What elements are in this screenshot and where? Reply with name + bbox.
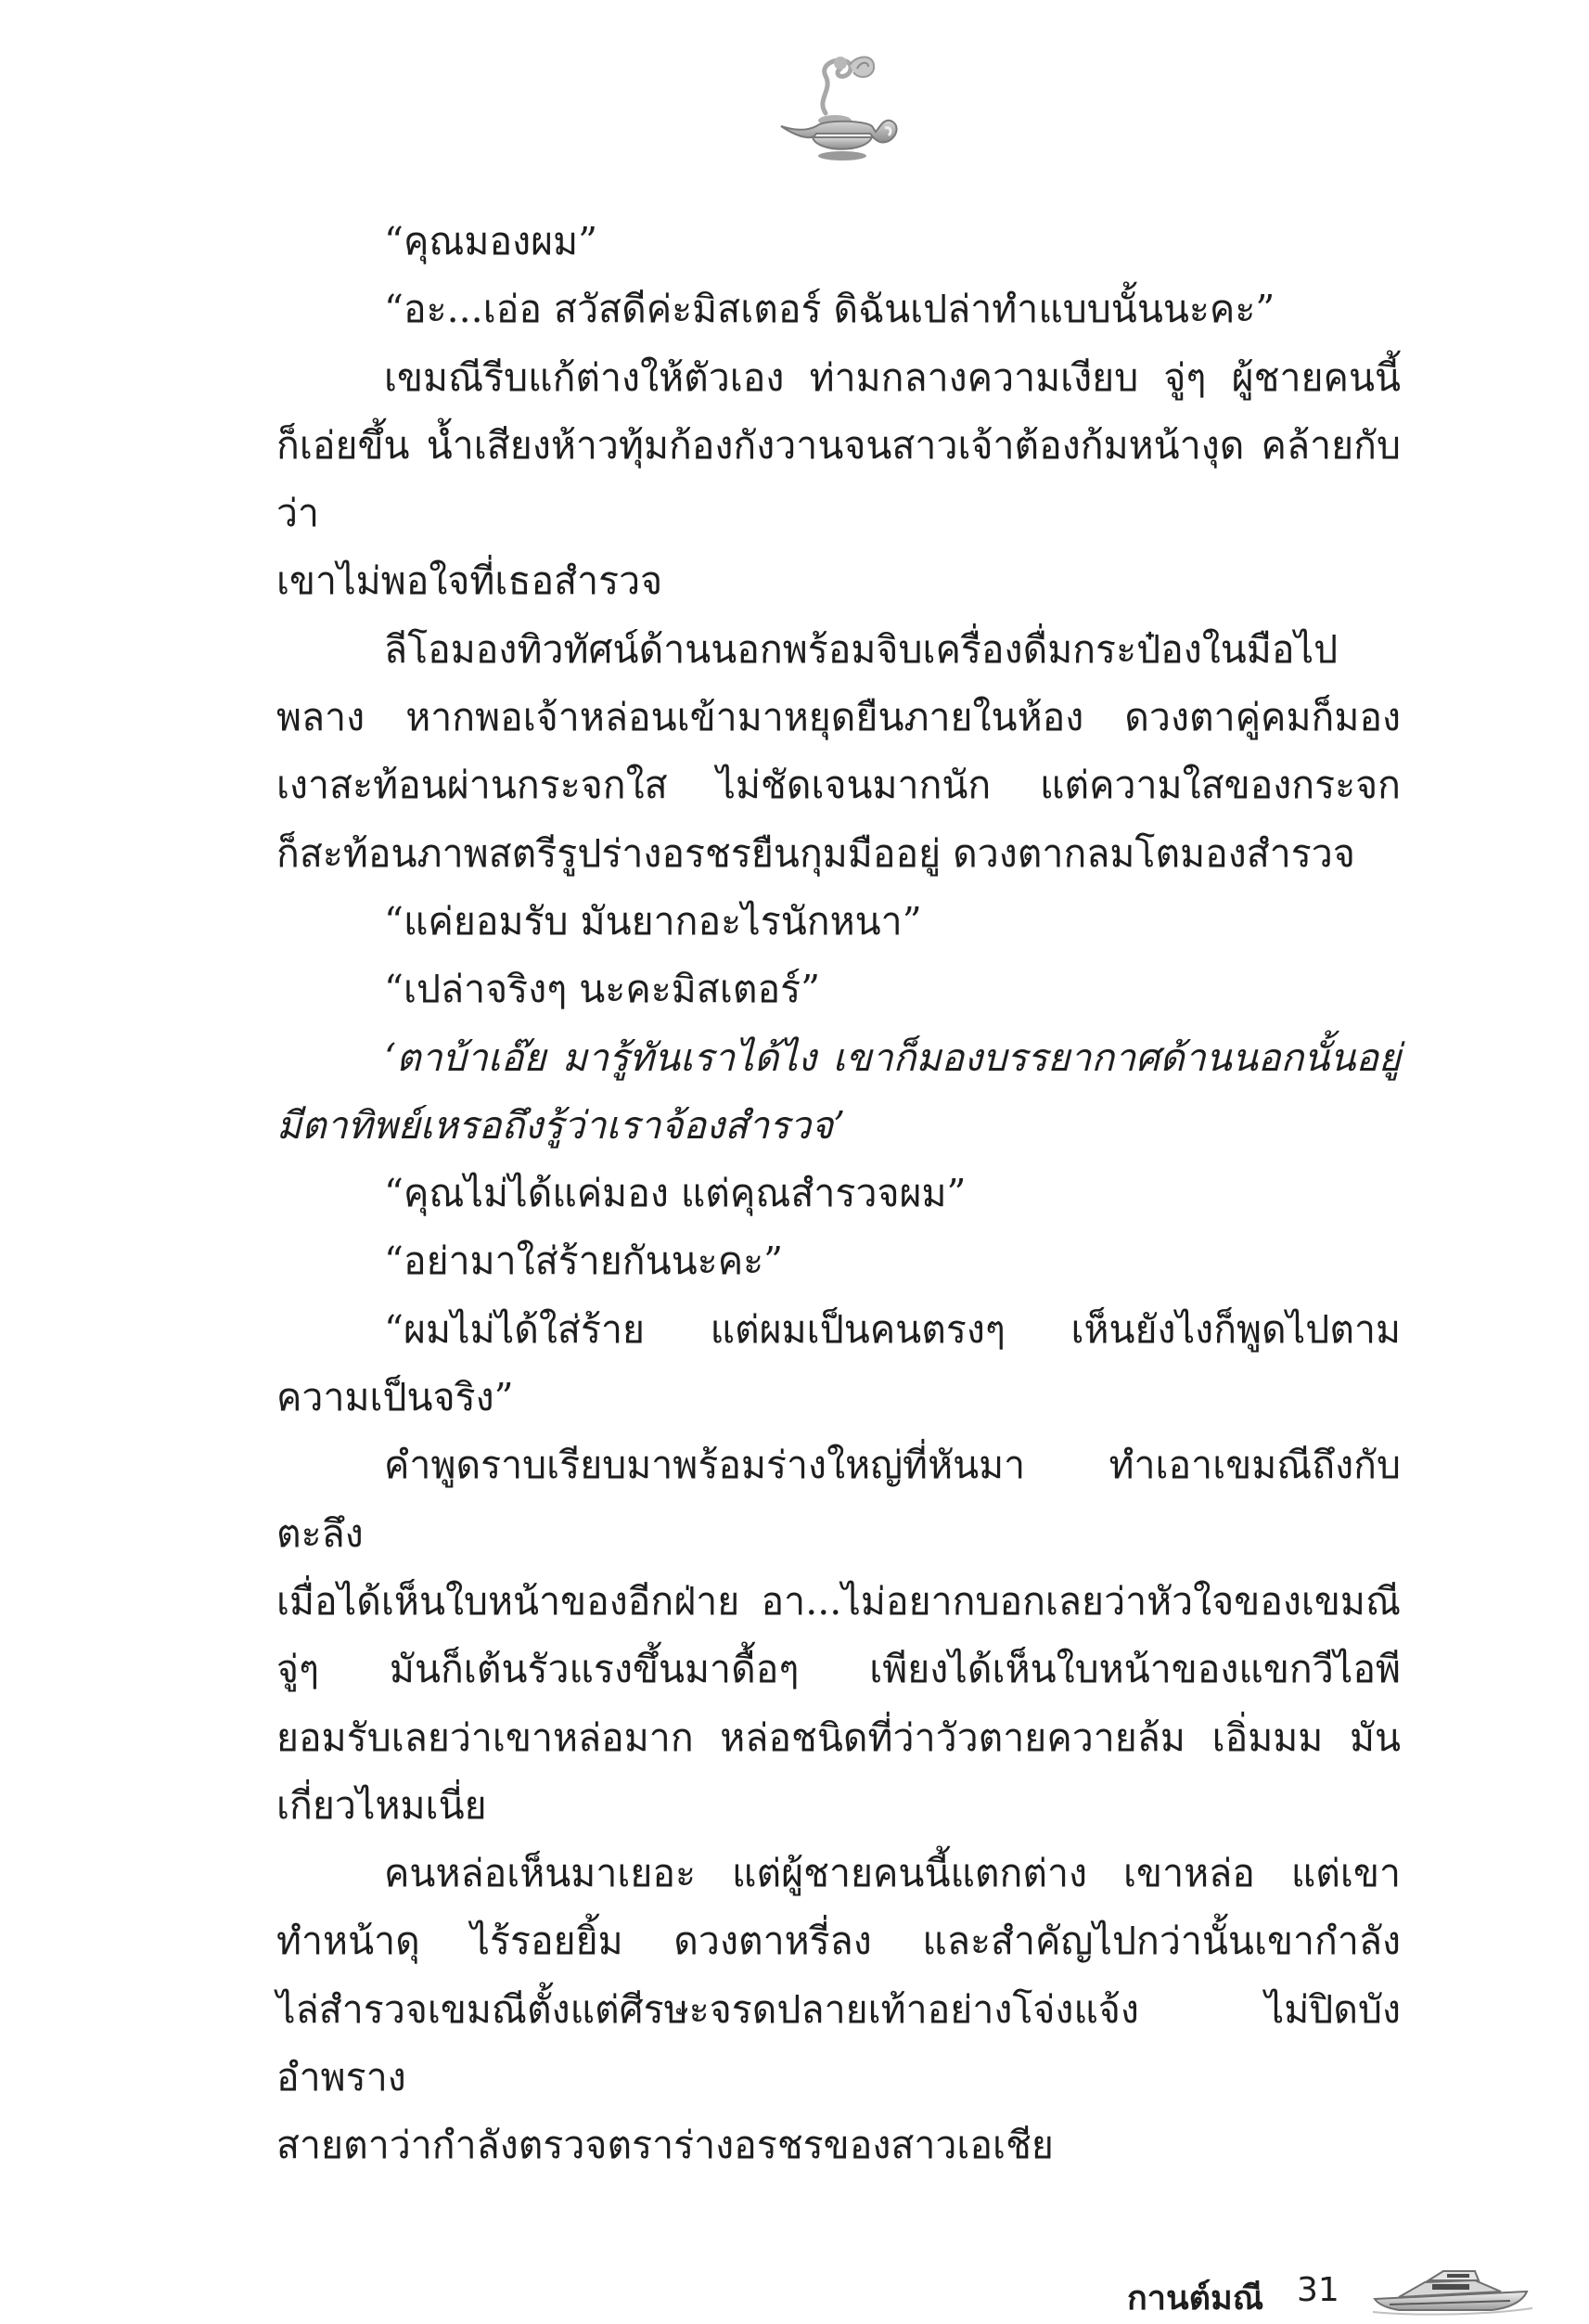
genie-lamp-icon — [761, 48, 909, 167]
text-line: คนหล่อเห็นมาเยอะ แต่ผู้ชายคนนี้แตกต่าง เขาหล่อ แต่เขา — [384, 1851, 1401, 1896]
text-line: ทำหน้าดุ ไร้รอยยิ้ม ดวงตาหรี่ลง และสำคัญไปกว่านั้นเขากำลัง — [276, 1919, 1401, 1964]
page-number: 31 — [1297, 2271, 1339, 2309]
text-line: ก็เอ่ยขึ้น น้ำเสียงห้าวทุ้มก้องกังวานจนสาวเจ้าต้องก้มหน้างุด คล้ายกับว่า — [276, 422, 1401, 536]
yacht-icon — [1371, 2267, 1534, 2316]
text-line: “ผมไม่ได้ใส่ร้าย แต่ผมเป็นคนตรงๆ เห็นยังไงก็พูดไปตาม — [384, 1306, 1401, 1352]
text-line: “เปล่าจริงๆ นะคะมิสเตอร์” — [384, 967, 821, 1012]
text-line: ยอมรับเลยว่าเขาหล่อมาก หล่อชนิดที่ว่าวัวตายควายล้ม เอิ่มมม มัน — [276, 1714, 1401, 1760]
text-line: มีตาทิพย์เหรอถึงรู้ว่าเราจ้องสำรวจ’ — [276, 1102, 846, 1148]
body-text — [276, 208, 1401, 2180]
text-line: ‘ตาบ้าเอ๊ย มารู้ทันเราได้ไง เขาก็มองบรรยากาศด้านนอกนั้นอยู่ — [384, 1034, 1401, 1080]
text-line: “คุณไม่ได้แค่มอง แต่คุณสำรวจผม” — [384, 1171, 967, 1216]
text-line: “อะ...เอ่อ สวัสดีค่ะมิสเตอร์ ดิฉันเปล่าทำแบบนั้นนะคะ” — [384, 287, 1275, 332]
text-line: “แค่ยอมรับ มันยากอะไรนักหนา” — [384, 898, 922, 944]
text-line: เงาสะท้อนผ่านกระจกใส ไม่ชัดเจนมากนัก แต่ความใสของกระจก — [276, 763, 1401, 808]
text-line: พลาง หากพอเจ้าหล่อนเข้ามาหยุดยืนภายในห้อง ดวงตาคู่คมก็มอง — [276, 695, 1401, 740]
text-line: “คุณมองผม” — [384, 219, 598, 263]
text-line: เขมณีรีบแก้ต่างให้ตัวเอง ท่ามกลางความเงียบ จู่ๆ ผู้ชายคนนี้ — [384, 354, 1401, 400]
text-line: สายตาว่ากำลังตรวจตราร่างอรชรของสาวเอเชีย — [276, 2123, 1054, 2168]
text-line: ลีโอมองทิวทัศน์ด้านนอกพร้อมจิบเครื่องดื่มกระป๋องในมือไป — [384, 626, 1339, 672]
text-line: คำพูดราบเรียบมาพร้อมร่างใหญ่ที่หันมา ทำเอาเขมณีถึงกับตะลึง — [276, 1443, 1401, 1556]
footer-author: กานต์มณี — [1127, 2279, 1264, 2318]
text-line: ไล่สำรวจเขมณีตั้งแต่ศีรษะจรดปลายเท้าอย่างโจ่งแจ้ง ไม่ปิดบังอำพราง — [276, 1986, 1401, 2100]
text-line: ความเป็นจริง” — [276, 1375, 514, 1420]
text-line: เกี่ยวไหมเนี่ย — [276, 1782, 487, 1828]
text-line: เมื่อได้เห็นใบหน้าของอีกฝ่าย อา...ไม่อยากบอกเลยว่าหัวใจของเขมณี — [276, 1578, 1401, 1624]
text-line: เขาไม่พอใจที่เธอสำรวจ — [276, 559, 663, 604]
text-line: จู่ๆ มันก็เต้นรัวแรงขึ้นมาดื้อๆ เพียงได้เห็นใบหน้าของแขกวีไอพี — [276, 1647, 1401, 1692]
text-line: ก็สะท้อนภาพสตรีรูปร่างอรชรยืนกุมมืออยู่ ดวงตากลมโตมองสำรวจ — [276, 830, 1355, 876]
text-line: “อย่ามาใส่ร้ายกันนะคะ” — [384, 1239, 784, 1284]
